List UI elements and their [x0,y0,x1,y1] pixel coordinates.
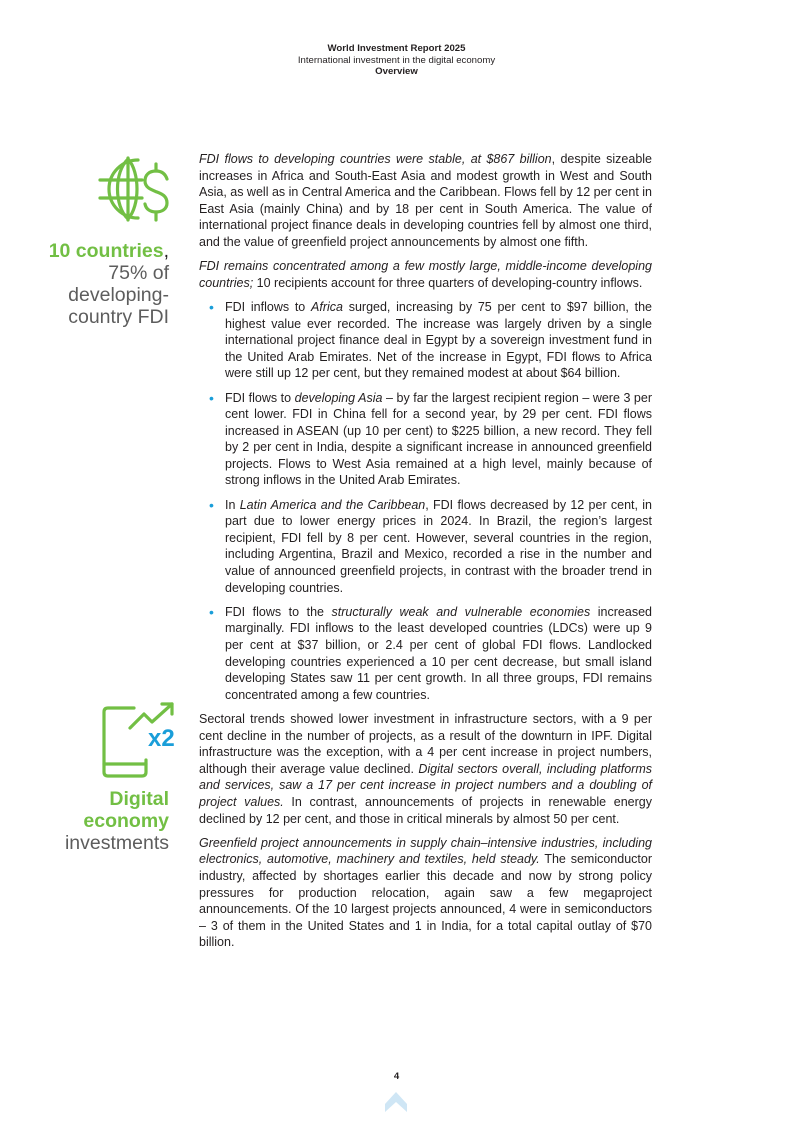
p4-lead: Greenfield project announcements in supply chain–intensive industries, including electronics, automotive, machinery and textiles, held steady. [199,835,652,867]
bullet-icon: • [209,496,214,513]
bullet-icon: • [209,603,214,620]
report-subtitle: International investment in the digital economy [297,54,496,66]
paragraph-1 [199,151,652,251]
paragraph-3 [199,711,652,827]
paragraph-2 [199,258,652,291]
bullet-text: , FDI flows decreased by 12 per cent, in part due to lower energy prices in 2024. In Brazil, the region’s largest recipient, FDI fell by 8 per cent. However, several countries in the region, including Argentina, Brazil and Mexico, recorded a rise in the number and value of announced greenfield projects, in contrast with the broader trend in developing countries. [225,497,653,595]
up-arrow-icon[interactable] [383,1090,409,1114]
running-header [0,43,793,78]
stat2-line2: economy [83,810,169,832]
tablet-growth-icon [100,700,182,778]
stat-digital-economy [9,788,169,854]
bullet-icon: • [209,298,214,315]
bullet-text: FDI flows to [225,390,295,405]
p3-text: Sectoral trends showed lower investment in infrastructure sectors, with a 9 per cent decline in the number of projects, as a result of the downturn in IPF. Digital infrastructure was the exception, with a 4 per cent increase in project numbers, although their average value declined. [199,711,652,776]
stat2-line3: investments [64,832,169,854]
bullet-text: – by far the largest recipient region – were 3 per cent lower. FDI in China fell for a second year, by 29 per cent. FDI flows increased in ASEAN (up 10 per cent) to $225 billion, a new record. They fell by 2 per cent in India, despite a significant increase in announced greenfield projects. Flows to West Asia remained at a high level, mainly because of strong inflows in the United Arab Emirates. [225,390,652,488]
bullet-emphasis: structurally weak and vulnerable economies [331,604,591,619]
stat1-line3: developing- [68,284,169,306]
bullet-emphasis: developing Asia [294,390,383,405]
bullet-text: increased marginally. FDI inflows to the least developed countries (LDCs) were up 9 per cent at $37 billion, or 2.4 per cent of global FDI flows. Landlocked developing countries experienced a 10 per cent decrease, but small island developing States saw 11 per cent growth. In all three groups, FDI remains concentrated among a few countries. [225,604,652,702]
stat1-highlight: 10 countries [48,240,164,262]
stat-top-recipients [9,240,169,328]
stat1-comma: , [163,240,169,262]
stat2-badge: x2 [148,725,175,752]
bullet-text: surged, increasing by 75 per cent to $97 billion, the highest value ever recorded. The increase was largely driven by a single international project finance deal in Egypt by a sovereign investment fund in the United Arab Emirates. Net of the increase in Egypt, FDI flows to Africa were still up 12 per cent, but they remained modest at about $64 billion. [225,299,653,381]
list-item [199,390,652,490]
section-name: Overview [375,66,418,77]
report-title: World Investment Report 2025 [327,43,466,54]
bullet-text: FDI flows to the [225,604,332,619]
bullet-emphasis: Latin America and the Caribbean [239,497,426,512]
p3-text-end: In contrast, announcements of projects in renewable energy declined by 12 per cent, and those in critical minerals by almost 50 per cent. [199,794,652,826]
p4-text: The semiconductor industry, affected by shortages earlier this decade and now by strong policy pressures for production relocation, again saw a few megaproject announcements. Of the 10 largest projects announced, 4 were in semiconductors – 3 of them in the United States and 1 in India, for a total capital outlay of $70 billion. [199,852,652,950]
bullet-text: FDI inflows to [225,299,312,314]
p3-emphasis: Digital sectors overall, including platforms and services, saw a 17 per cent increase in project numbers and a doubling of project values. [199,761,652,809]
p1-text: , despite sizeable increases in Africa and South-East Asia and modest growth in West and South Asia, as well as in Central America and the Caribbean. Flows fell by 12 per cent in East Asia (mainly China) and by 18 per cent in South America. The value of international project finance deals in developing countries fell by almost one third, and the value of greenfield project announcements by almost one fifth. [199,152,653,249]
paragraph-4 [199,835,652,951]
p2-text: 10 recipients account for three quarters of developing-country inflows. [253,275,643,290]
list-item [199,497,652,597]
page-number: 4 [393,1071,400,1082]
stat2-line1: Digital [109,788,169,810]
stat1-line4: country FDI [68,306,169,328]
bullet-icon: • [209,389,214,406]
bullet-emphasis: Africa [311,299,343,314]
list-item [199,604,652,704]
bullet-text: In [225,497,240,512]
list-item [199,299,652,382]
stat1-line2: 75% of [108,262,169,284]
body-text [199,151,652,958]
globe-dollar-icon [96,152,170,224]
p2-lead: FDI remains concentrated among a few mostly large, middle-income developing countries; [199,259,652,290]
region-bullets [199,299,652,703]
p1-lead: FDI flows to developing countries were stable, at $867 billion [199,152,552,166]
